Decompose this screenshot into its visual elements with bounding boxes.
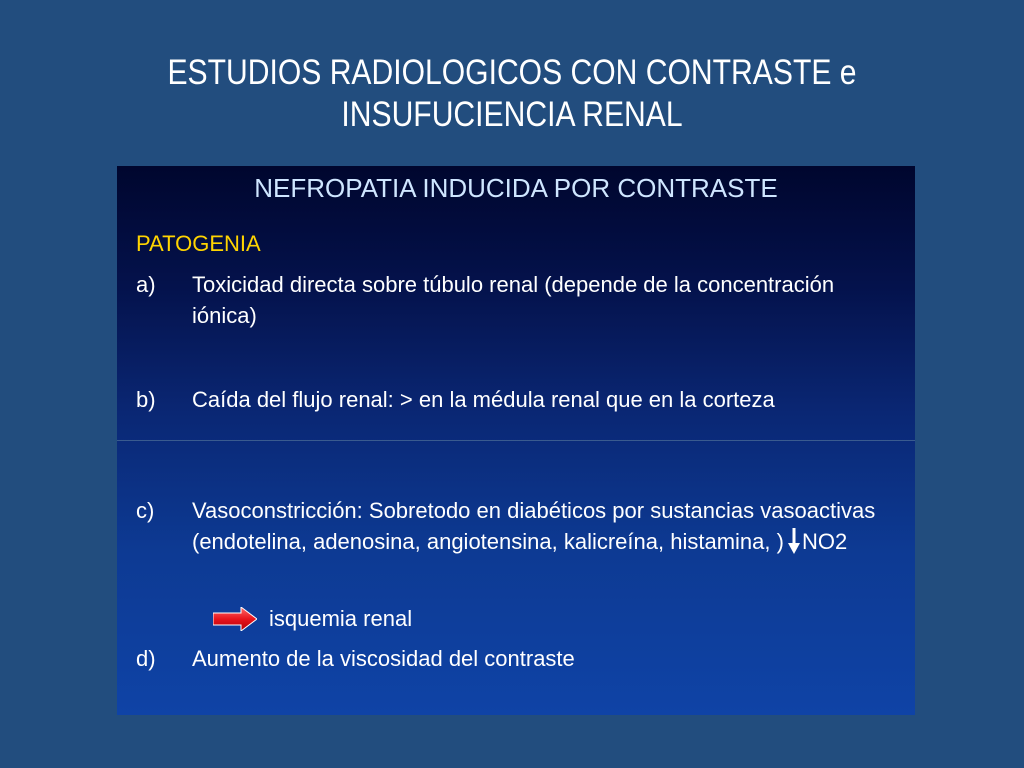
list-item-b	[136, 384, 896, 415]
red-right-arrow-icon	[213, 607, 257, 631]
divider-line	[117, 440, 915, 441]
list-item-text: Caída del flujo renal: > en la médula renal que en la corteza	[192, 387, 775, 412]
panel-heading: NEFROPATIA INDUCIDA POR CONTRASTE	[254, 173, 778, 203]
list-item-text: Vasoconstricción: Sobretodo en diabéticos por sustancias vasoactivas (endotelina, adenosina, angiotensina, kalicreína, histamina, )	[192, 498, 876, 554]
list-marker: a)	[136, 272, 156, 297]
slide-title-line-2: INSUFUCIENCIA RENAL	[341, 95, 683, 134]
list-item-a	[136, 269, 896, 331]
consequence-label: isquemia renal	[269, 606, 413, 631]
content-panel	[117, 166, 915, 715]
list-item-d	[136, 643, 896, 674]
down-arrow-icon	[788, 528, 800, 554]
list-item-text: Toxicidad directa sobre túbulo renal (depende de la concentración iónica)	[192, 272, 835, 328]
list-marker: d)	[136, 646, 156, 671]
list-item-text: Aumento de la viscosidad del contraste	[192, 646, 575, 671]
list-marker: b)	[136, 387, 156, 412]
slide-title	[72, 52, 953, 136]
slide-title-line-1: ESTUDIOS RADIOLOGICOS CON CONTRASTE e	[167, 53, 857, 92]
list-marker: c)	[136, 498, 155, 523]
list-item-text-wrapper	[192, 495, 896, 557]
section-label: PATOGENIA	[136, 231, 261, 256]
list-item-c	[136, 495, 896, 557]
list-item-suffix: NO2	[801, 529, 848, 554]
